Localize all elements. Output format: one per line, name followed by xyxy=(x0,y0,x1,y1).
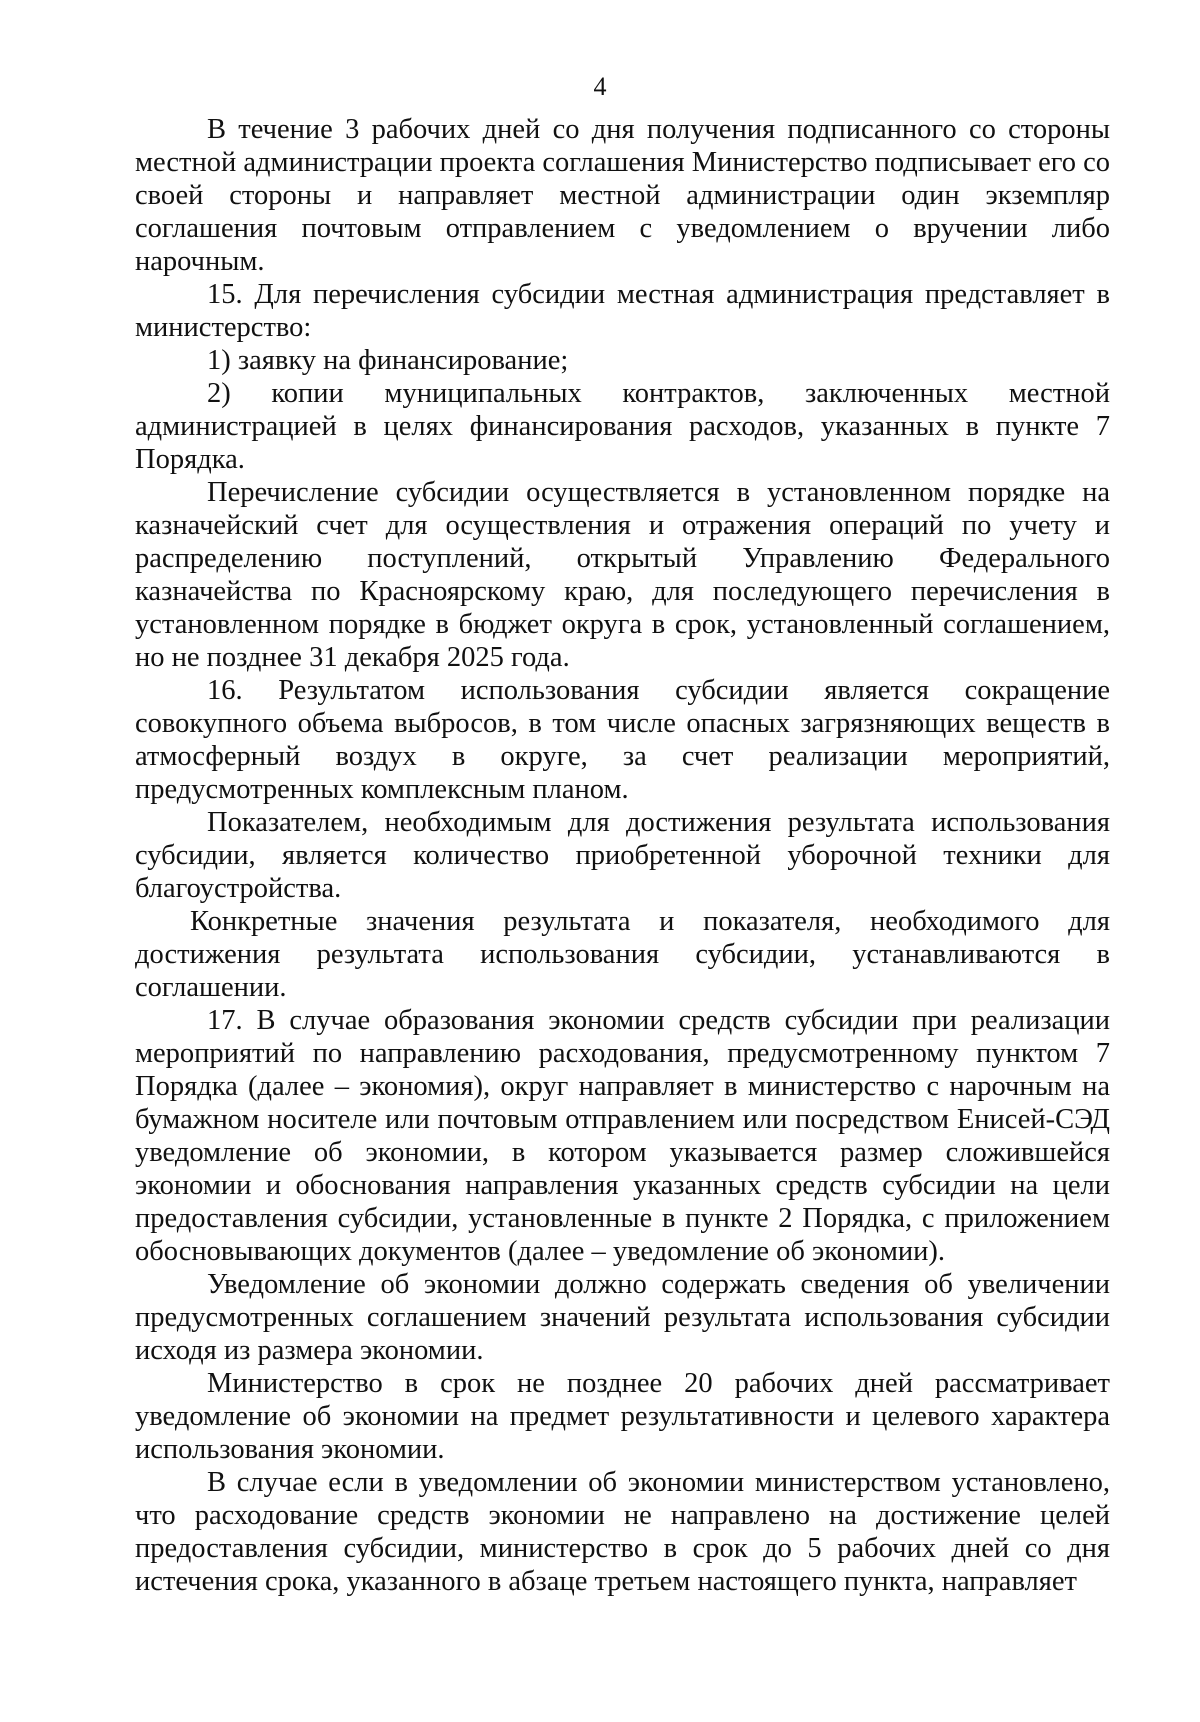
document-body xyxy=(135,113,1110,1598)
paragraph-notice-content: Уведомление об экономии должно содержать сведения об увеличении предусмотренных соглашением значений результата использования субсидии исходя из размера экономии. xyxy=(135,1269,1110,1366)
paragraph-16: 16. Результатом использования субсидии является сокращение совокупного объема выбросов, в том числе опасных загрязняющих веществ в атмосферный воздух в округе, за счет реализации мероприятий, предусмотренных комплексным планом. xyxy=(135,675,1110,805)
list-item-1: 1) заявку на финансирование; xyxy=(207,345,569,376)
paragraph-specific-values: Конкретные значения результата и показателя, необходимого для достижения результата использования субсидии, устанавливаются в соглашении. xyxy=(135,906,1110,1003)
list-item-2: 2) копии муниципальных контрактов, заключенных местной администрацией в целях финансирования расходов, указанных в пункте 7 Порядка. xyxy=(135,378,1110,475)
paragraph-15: 15. Для перечисления субсидии местная администрация представляет в министерство: xyxy=(135,279,1110,343)
paragraph-if-not-directed: В случае если в уведомлении об экономии министерством установлено, что расходование средств экономии не направлено на достижение целей предоставления субсидии, министерство в срок до 5 рабочих дней со дня истечения срока, указанного в абзаце третьем настоящего пункта, направляет xyxy=(135,1467,1110,1597)
page-number: 4 xyxy=(593,72,607,101)
paragraph-17: 17. В случае образования экономии средств субсидии при реализации мероприятий по направлению расходования, предусмотренному пунктом 7 Порядка (далее – экономия), округ направляет в министерство с нарочным на бумажном носителе или почтовым отправлением или посредством Енисей-СЭД уведомление об экономии, в котором указывается размер сложившейся экономии и обоснования направления указанных средств субсидии на цели предоставления субсидии, установленные в пункте 2 Порядка, с приложением обосновывающих документов (далее – уведомление об экономии). xyxy=(135,1005,1110,1267)
paragraph-transfer: Перечисление субсидии осуществляется в установленном порядке на казначейский счет для осуществления и отражения операций по учету и распределению поступлений, открытый Управлению Федерального казначейства по Красноярскому краю, для последующего перечисления в установленном порядке в бюджет округа в срок, установленный соглашением, но не позднее 31 декабря 2025 года. xyxy=(135,477,1110,673)
paragraph-agreement-signing: В течение 3 рабочих дней со дня получения подписанного со стороны местной администрации проекта соглашения Министерство подписывает его со своей стороны и направляет местной администрации один экземпляр соглашения почтовым отправлением с уведомлением о вручении либо нарочным. xyxy=(135,114,1110,277)
paragraph-ministry-review: Министерство в срок не позднее 20 рабочих дней рассматривает уведомление об экономии на предмет результативности и целевого характера использования экономии. xyxy=(135,1368,1110,1465)
paragraph-indicator: Показателем, необходимым для достижения результата использования субсидии, является количество приобретенной уборочной техники для благоустройства. xyxy=(135,807,1110,904)
